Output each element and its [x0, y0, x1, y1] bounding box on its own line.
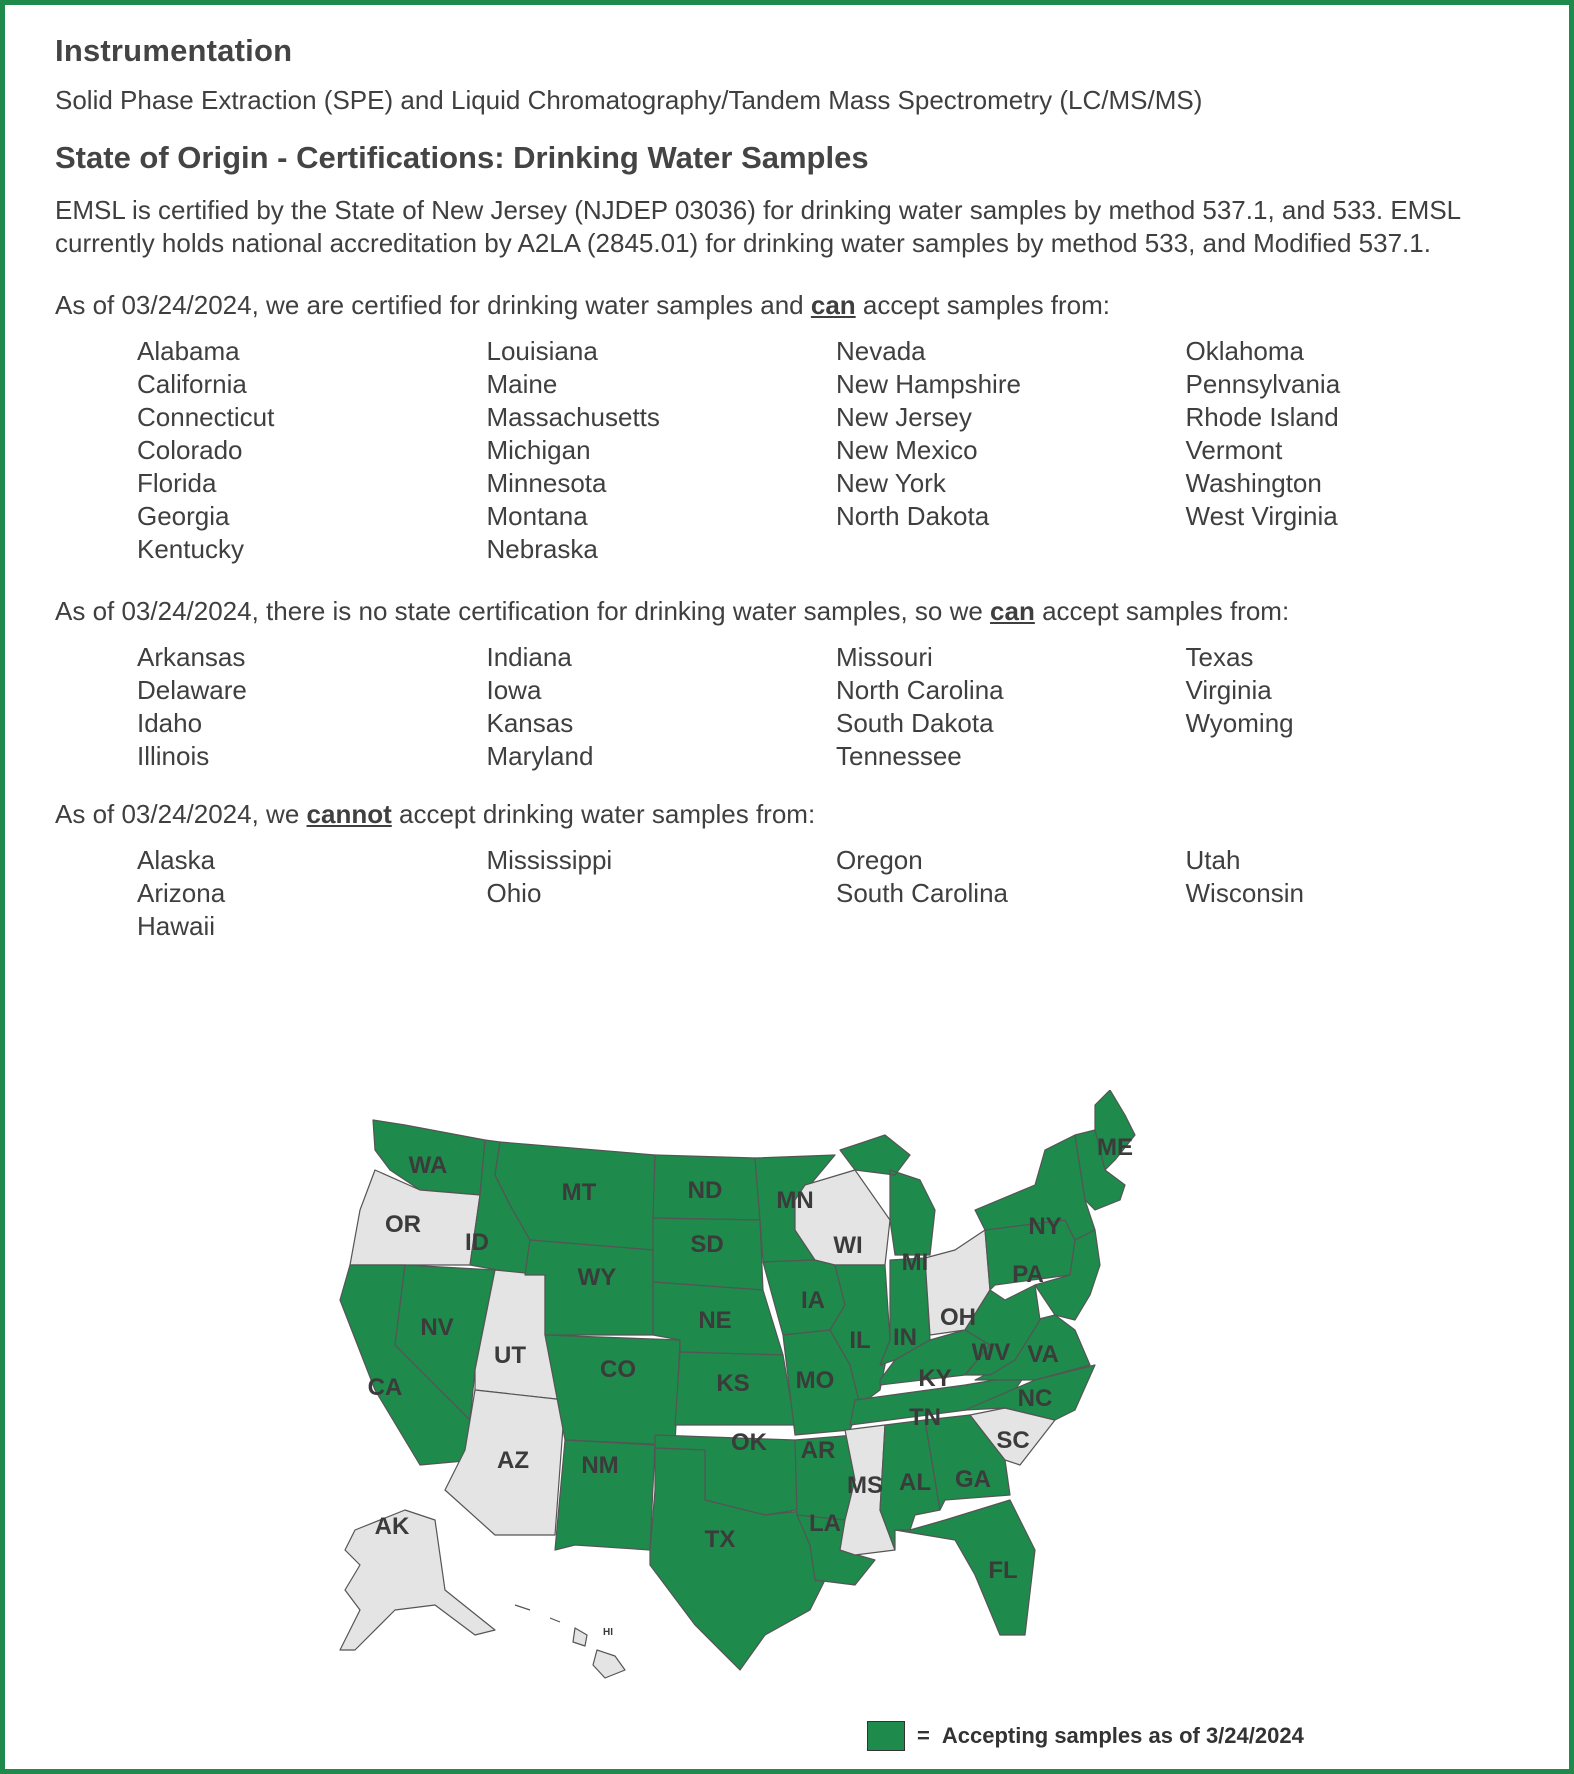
state-name: Iowa	[486, 675, 542, 705]
state-name: Montana	[486, 501, 588, 531]
label-MO: MO	[795, 1367, 835, 1394]
state-name: Colorado	[137, 435, 243, 465]
label-CO: CO	[600, 1356, 636, 1383]
state-name: West Virginia	[1185, 501, 1338, 531]
label-WY: WY	[577, 1264, 617, 1291]
label-OK: OK	[731, 1429, 767, 1456]
state-name: Maine	[486, 369, 558, 399]
cannot-intro-emph: cannot	[306, 799, 392, 829]
label-ND: ND	[687, 1177, 723, 1204]
label-TX: TX	[704, 1526, 736, 1553]
label-MT: MT	[561, 1179, 597, 1206]
label-AZ: AZ	[497, 1447, 529, 1474]
state-name: Michigan	[486, 435, 591, 465]
no-cert-intro-emph: can	[990, 596, 1035, 626]
state-name: Utah	[1185, 845, 1241, 875]
label-IN: IN	[893, 1324, 917, 1351]
label-WA: WA	[408, 1152, 448, 1179]
legend-swatch	[867, 1721, 905, 1751]
us-map	[335, 1090, 1265, 1680]
label-IL: IL	[849, 1327, 871, 1354]
label-NV: NV	[420, 1314, 454, 1341]
state-name: Kentucky	[137, 534, 244, 564]
label-MI: MI	[901, 1249, 929, 1276]
no-cert-col-2	[487, 641, 837, 773]
label-OR: OR	[385, 1211, 421, 1238]
state-name: Oklahoma	[1185, 336, 1304, 366]
state-name: Nebraska	[486, 534, 598, 564]
label-VA: VA	[1027, 1341, 1059, 1368]
state-name: Pennsylvania	[1185, 369, 1341, 399]
state-name: North Carolina	[836, 675, 1004, 705]
state-name: Washington	[1185, 468, 1322, 498]
label-FL: FL	[988, 1557, 1018, 1584]
certified-col-2	[487, 335, 837, 566]
state-HI	[515, 1605, 625, 1678]
state-name: Delaware	[137, 675, 247, 705]
label-KY: KY	[918, 1365, 952, 1392]
state-name: New Mexico	[836, 435, 978, 465]
label-AK: AK	[374, 1513, 410, 1540]
certified-col-4	[1186, 335, 1536, 566]
state-name: Connecticut	[137, 402, 275, 432]
label-ME: ME	[1097, 1134, 1133, 1161]
state-name: Georgia	[137, 501, 230, 531]
state-name: Texas	[1185, 642, 1254, 672]
state-name: Rhode Island	[1185, 402, 1339, 432]
label-GA: GA	[955, 1466, 991, 1493]
map-legend	[867, 1721, 1304, 1751]
label-LA: LA	[809, 1510, 841, 1537]
label-IA: IA	[801, 1287, 825, 1314]
label-KS: KS	[716, 1370, 750, 1397]
no-cert-intro-before: As of 03/24/2024, there is no state certification for drinking water samples, so we	[55, 596, 983, 626]
cannot-intro-before: As of 03/24/2024, we	[55, 799, 300, 829]
state-name: Minnesota	[486, 468, 607, 498]
state-name: North Dakota	[836, 501, 990, 531]
state-name: Oregon	[836, 845, 923, 875]
state-name: Arizona	[137, 878, 226, 908]
us-map-svg	[335, 1090, 1265, 1680]
instrumentation-heading: Instrumentation	[55, 33, 293, 68]
legend-text: Accepting samples as of 3/24/2024	[941, 1723, 1304, 1748]
state-CO	[545, 1335, 680, 1445]
state-name: California	[137, 369, 247, 399]
label-NE: NE	[698, 1307, 732, 1334]
state-name: Indiana	[486, 642, 572, 672]
legend-equals: =	[917, 1723, 930, 1748]
paragraph-line-2: currently holds national accreditation by A2LA (2845.01) for drinking water samples by method 533, and Modified 537.1.	[55, 228, 1431, 258]
certification-paragraph	[55, 194, 1535, 260]
state-name: Nevada	[836, 336, 926, 366]
label-TN: TN	[909, 1404, 941, 1431]
cannot-col-3	[836, 844, 1186, 943]
state-name: Alaska	[137, 845, 216, 875]
label-OH: OH	[940, 1304, 976, 1331]
cannot-col-2	[487, 844, 837, 943]
state-name: New Jersey	[836, 402, 972, 432]
state-name: Missouri	[836, 642, 933, 672]
certified-intro	[55, 290, 1535, 321]
instrumentation-text: Solid Phase Extraction (SPE) and Liquid Chromatography/Tandem Mass Spectrometry (LC/MS/MS)	[55, 85, 1203, 115]
no-cert-col-3	[836, 641, 1186, 773]
state-name: Hawaii	[137, 911, 216, 941]
certified-col-3	[836, 335, 1186, 566]
label-WV: WV	[971, 1339, 1011, 1366]
state-name: Maryland	[486, 741, 594, 771]
state-name: Virginia	[1185, 675, 1272, 705]
state-name: Kansas	[486, 708, 574, 738]
label-AR: AR	[800, 1437, 836, 1464]
label-NY: NY	[1028, 1213, 1062, 1240]
state-name: Mississippi	[486, 845, 613, 875]
no-cert-intro-after: accept samples from:	[1042, 596, 1290, 626]
no-cert-intro	[55, 596, 1535, 627]
no-cert-col-4	[1186, 641, 1536, 773]
state-origin-heading: State of Origin - Certifications: Drinking Water Samples	[55, 140, 869, 175]
state-name: Arkansas	[137, 642, 246, 672]
state-name: Wyoming	[1185, 708, 1294, 738]
state-AK	[340, 1510, 495, 1650]
cannot-col-1	[137, 844, 487, 943]
state-name: South Dakota	[836, 708, 994, 738]
state-name: Massachusetts	[486, 402, 660, 432]
document-content	[55, 33, 1535, 943]
state-name: Tennessee	[836, 741, 962, 771]
no-cert-col-1	[137, 641, 487, 773]
cannot-intro	[55, 799, 1535, 830]
certified-col-1	[137, 335, 487, 566]
state-name: Idaho	[137, 708, 203, 738]
label-CA: CA	[367, 1374, 403, 1401]
cannot-col-4	[1186, 844, 1536, 943]
cannot-intro-after: accept drinking water samples from:	[399, 799, 816, 829]
label-MN: MN	[776, 1187, 814, 1214]
certified-state-list	[137, 335, 1535, 566]
state-name: New York	[836, 468, 946, 498]
state-name: Vermont	[1185, 435, 1283, 465]
label-NC: NC	[1017, 1385, 1053, 1412]
state-name: Ohio	[486, 878, 542, 908]
paragraph-line-1: EMSL is certified by the State of New Jersey (NJDEP 03036) for drinking water samples by method 537.1, and 533. EMSL	[55, 195, 1462, 225]
state-name: New Hampshire	[836, 369, 1021, 399]
label-WI: WI	[833, 1232, 863, 1259]
label-NM: NM	[581, 1452, 619, 1479]
state-name: Illinois	[137, 741, 210, 771]
state-name: South Carolina	[836, 878, 1008, 908]
state-name: Wisconsin	[1185, 878, 1304, 908]
cannot-state-list	[137, 844, 1535, 943]
label-HI: HI	[603, 1627, 613, 1638]
label-SC: SC	[996, 1427, 1030, 1454]
label-SD: SD	[690, 1231, 724, 1258]
no-cert-state-list	[137, 641, 1535, 773]
state-name: Alabama	[137, 336, 240, 366]
state-name: Florida	[137, 468, 217, 498]
label-MS: MS	[847, 1472, 883, 1499]
label-PA: PA	[1012, 1261, 1044, 1288]
state-name: Louisiana	[486, 336, 598, 366]
label-ID: ID	[465, 1229, 489, 1256]
certified-intro-after: accept samples from:	[862, 290, 1111, 320]
certified-intro-before: As of 03/24/2024, we are certified for drinking water samples and	[55, 290, 804, 320]
label-AL: AL	[899, 1469, 931, 1496]
label-UT: UT	[494, 1342, 526, 1369]
certified-intro-emph: can	[810, 290, 856, 320]
